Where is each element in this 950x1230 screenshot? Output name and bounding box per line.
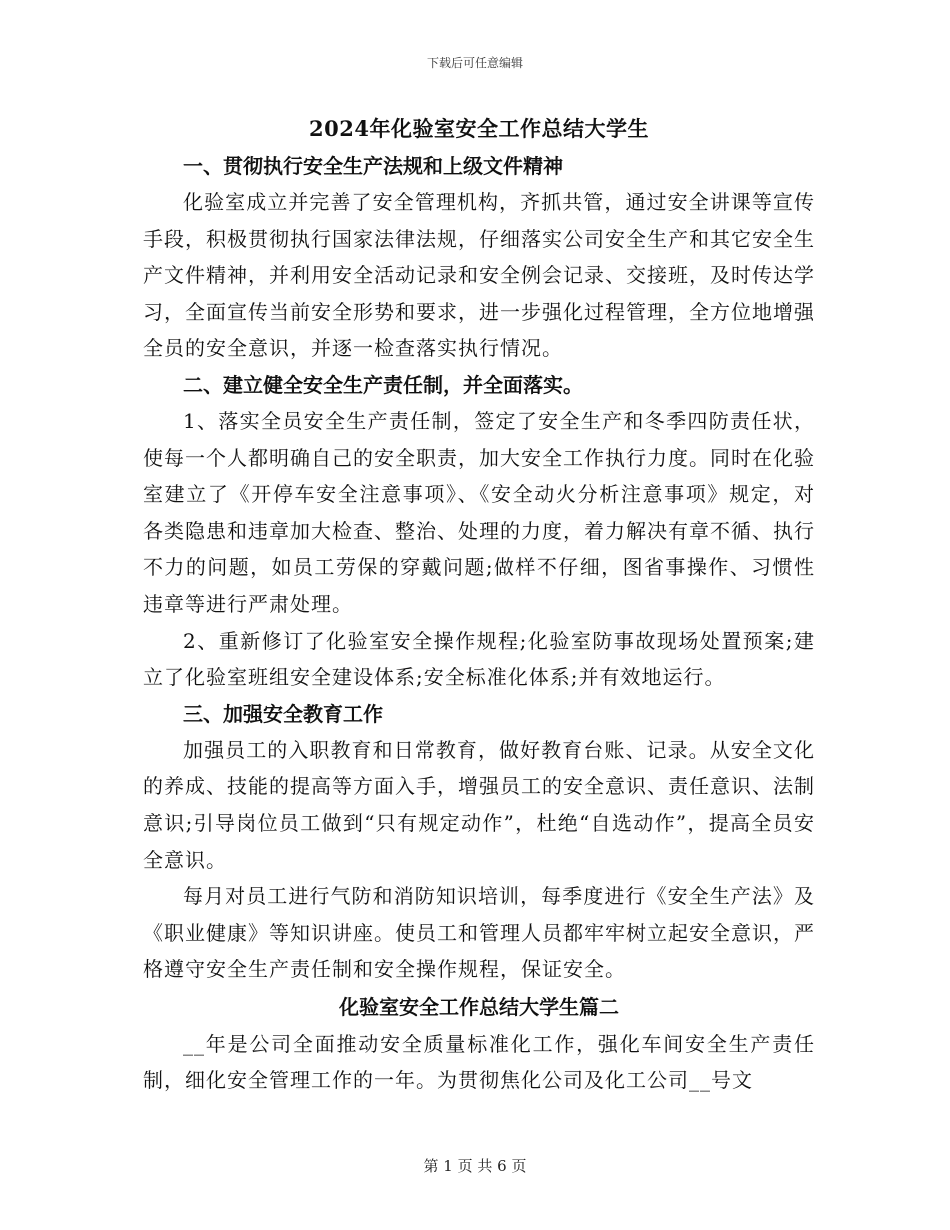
section-heading: 一、贯彻执行安全生产法规和上级文件精神 xyxy=(183,154,563,178)
section-3 xyxy=(143,696,815,988)
paragraph: 2、重新修订了化验室安全操作规程;化验室防事故现场处置预案;建立了化验室班组安全建设体系;安全标准化体系;并有效地运行。 xyxy=(143,628,815,690)
paragraph: 化验室成立并完善了安全管理机构，齐抓共管，通过安全讲课等宣传手段，积极贯彻执行国家法律法规，仔细落实公司安全生产和其它安全生产文件精神，并利用安全活动记录和安全例会记录、交接班，及时传达学习，全面宣传当前安全形势和要求，进一步强化过程管理，全方位地增强全员的安全意识，并逐一检查落实执行情况。 xyxy=(143,190,815,361)
section-heading: 二、建立健全安全生产责任制，并全面落实。 xyxy=(183,372,583,397)
paragraph: 每月对员工进行气防和消防知识培训，每季度进行《安全生产法》及《职业健康》等知识讲座。使员工和管理人员都牢牢树立起安全意识，严格遵守安全生产责任制和安全操作规程，保证安全。 xyxy=(143,884,815,982)
section-1 xyxy=(143,148,815,367)
document-body xyxy=(143,112,815,1099)
section-heading: 三、加强安全教育工作 xyxy=(183,701,383,726)
closing-paragraph: __年是公司全面推动安全质量标准化工作，强化车间安全生产责任制，细化安全管理工作的一年。为贯彻焦化公司及化工公司__号文 xyxy=(143,1031,815,1093)
second-title: 化验室安全工作总结大学生篇二 xyxy=(339,994,619,1019)
header-note: 下载后可任意编辑 xyxy=(426,56,523,70)
paragraph: 加强员工的入职教育和日常教育，做好教育台账、记录。从安全文化的养成、技能的提高等方面入手，增强员工的安全意识、责任意识、法制意识;引导岗位员工做到“只有规定动作”，杜绝“自选动作”，提高全员安全意识。 xyxy=(143,737,815,872)
document-title: 2024年化验室安全工作总结大学生 xyxy=(309,116,649,141)
paragraph: 1、落实全员安全生产责任制，签定了安全生产和冬季四防责任状，使每一个人都明确自己的安全职责，加大安全工作执行力度。同时在化验室建立了《开停车安全注意事项》、《安全动火分析注意事项》规定，对各类隐患和违章加大检查、整治、处理的力度，着力解决有章不循、执行不力的问题，如员工劳保的穿戴问题;做样不仔细，图省事操作、习惯性违章等进行严肃处理。 xyxy=(143,408,815,616)
section-2 xyxy=(143,367,815,696)
page-footer: 第 1 页 共 6 页 xyxy=(423,1157,527,1175)
